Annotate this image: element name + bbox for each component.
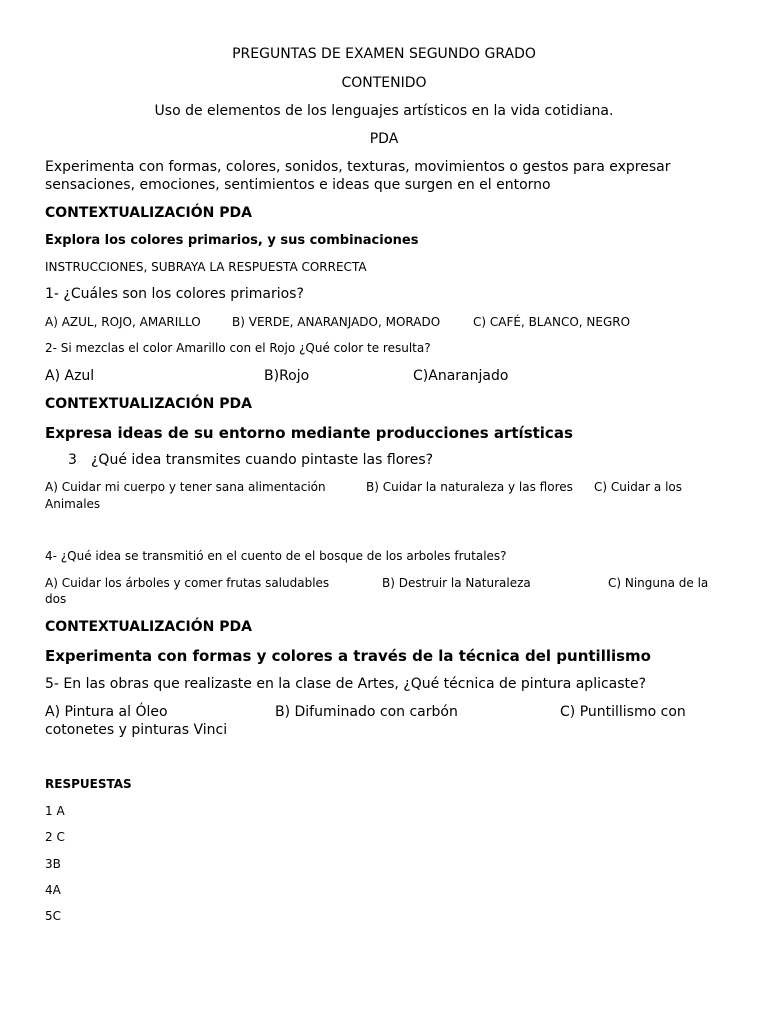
- q4-option-c-continued: dos: [45, 592, 67, 606]
- q5-option-c-continued: cotonetes y pinturas Vinci: [45, 722, 228, 738]
- q5-option-a: A) Pintura al Óleo: [45, 704, 168, 720]
- q2-option-c: C)Anaranjado: [413, 368, 509, 384]
- page-title: PREGUNTAS DE EXAMEN SEGUNDO GRADO: [232, 46, 536, 62]
- section3-heading: CONTEXTUALIZACIÓN PDA: [45, 619, 252, 635]
- q4-option-b: B) Destruir la Naturaleza: [382, 576, 531, 590]
- q5-option-b: B) Difuminado con carbón: [275, 704, 458, 720]
- question-3: ¿Qué idea transmites cuando pintaste las flores?: [91, 452, 434, 468]
- contenido-label: CONTENIDO: [341, 75, 427, 91]
- answer-item-4: 4A: [45, 883, 61, 897]
- section2-heading: CONTEXTUALIZACIÓN PDA: [45, 396, 252, 412]
- q3-option-a: A) Cuidar mi cuerpo y tener sana alimentación: [45, 480, 326, 494]
- section3-subheading: Experimenta con formas y colores a través de la técnica del puntillismo: [45, 647, 651, 665]
- pda-text-line-2: sensaciones, emociones, sentimientos e ideas que surgen en el entorno: [45, 177, 551, 193]
- question-5: 5- En las obras que realizaste en la clase de Artes, ¿Qué técnica de pintura aplicaste?: [45, 676, 647, 692]
- q1-option-a: A) AZUL, ROJO, AMARILLO: [45, 315, 201, 329]
- instructions: INSTRUCCIONES, SUBRAYA LA RESPUESTA CORRECTA: [45, 260, 367, 274]
- answers-heading: RESPUESTAS: [45, 777, 132, 791]
- q3-option-c-continued: Animales: [45, 497, 101, 511]
- section2-subheading: Expresa ideas de su entorno mediante producciones artísticas: [45, 424, 573, 442]
- contenido-text: Uso de elementos de los lenguajes artísticos en la vida cotidiana.: [154, 103, 614, 119]
- q1-option-b: B) VERDE, ANARANJADO, MORADO: [232, 315, 441, 329]
- question-2: 2- Si mezclas el color Amarillo con el Rojo ¿Qué color te resulta?: [45, 341, 431, 355]
- answer-item-3: 3B: [45, 857, 61, 871]
- question-4: 4- ¿Qué idea se transmitió en el cuento de el bosque de los arboles frutales?: [45, 549, 507, 563]
- answer-item-5: 5C: [45, 909, 62, 923]
- q1-option-c: C) CAFÉ, BLANCO, NEGRO: [473, 315, 631, 329]
- q4-option-a: A) Cuidar los árboles y comer frutas saludables: [45, 576, 330, 590]
- question-3-number: 3: [68, 452, 77, 468]
- q5-option-c: C) Puntillismo con: [560, 704, 686, 720]
- q3-option-b: B) Cuidar la naturaleza y las flores: [366, 480, 573, 494]
- answer-item-2: 2 C: [45, 830, 65, 844]
- section1-heading: CONTEXTUALIZACIÓN PDA: [45, 205, 252, 221]
- q3-option-c: C) Cuidar a los: [594, 480, 683, 494]
- pda-label: PDA: [369, 131, 399, 147]
- q2-option-b: B)Rojo: [264, 368, 310, 384]
- pda-text-line-1: Experimenta con formas, colores, sonidos, texturas, movimientos o gestos para expresar: [45, 159, 671, 175]
- q4-option-c: C) Ninguna de la: [608, 576, 709, 590]
- question-1: 1- ¿Cuáles son los colores primarios?: [45, 286, 304, 302]
- answer-item-1: 1 A: [45, 804, 65, 818]
- section1-subheading: Explora los colores primarios, y sus combinaciones: [45, 233, 419, 248]
- q2-option-a: A) Azul: [45, 368, 95, 384]
